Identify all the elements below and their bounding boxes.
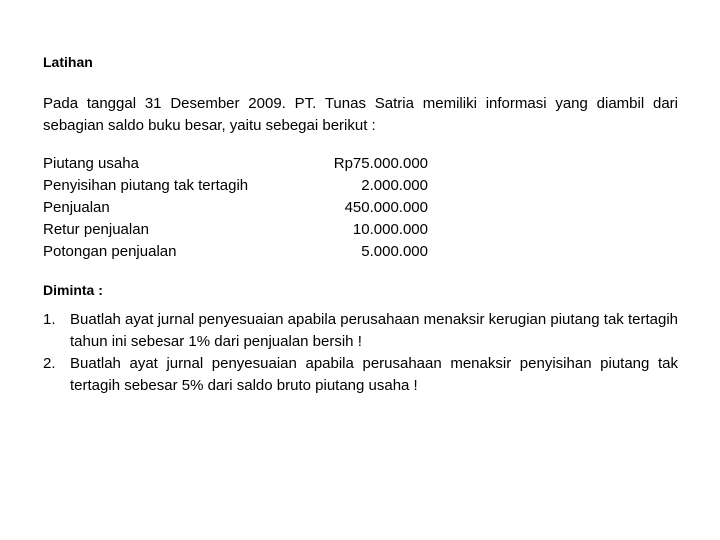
- task-number: 2.: [43, 355, 56, 372]
- balance-value: Rp75.000.000: [333, 155, 428, 172]
- balance-row-penyisihan-piutang: [43, 175, 678, 197]
- intro-paragraph: Pada tanggal 31 Desember 2009. PT. Tunas Satria memiliki informasi yang diambil dari sebagian saldo buku besar, yaitu sebegai berikut :: [43, 95, 678, 134]
- task-list: [43, 309, 678, 397]
- balance-label: Retur penjualan: [43, 221, 149, 238]
- balance-label: Potongan penjualan: [43, 243, 177, 260]
- task-item: [43, 353, 678, 397]
- balance-row-retur-penjualan: [43, 219, 678, 241]
- task-text: Buatlah ayat jurnal penyesuaian apabila perusahaan menaksir kerugian piutang tak tertagih tahun ini sebesar 1% dari penjualan bersih !: [70, 311, 678, 350]
- document-title: Latihan: [43, 54, 93, 70]
- balance-row-penjualan: [43, 197, 678, 219]
- balance-row-potongan-penjualan: [43, 241, 678, 263]
- balance-label: Penjualan: [43, 199, 110, 216]
- ledger-balances: [43, 153, 678, 263]
- balance-row-piutang-usaha: [43, 153, 678, 175]
- balance-value: 10.000.000: [352, 221, 428, 238]
- exercise-document: [43, 52, 678, 397]
- requested-heading: Diminta :: [43, 282, 103, 298]
- task-number: 1.: [43, 311, 56, 328]
- task-text: Buatlah ayat jurnal penyesuaian apabila perusahaan menaksir penyisihan piutang tak tertagih sebesar 5% dari saldo bruto piutang usaha !: [70, 355, 678, 394]
- balance-label: Piutang usaha: [43, 155, 139, 172]
- balance-value: 5.000.000: [361, 243, 428, 260]
- balance-value: 2.000.000: [361, 177, 428, 194]
- task-item: [43, 309, 678, 353]
- balance-label: Penyisihan piutang tak tertagih: [43, 177, 249, 194]
- balance-value: 450.000.000: [344, 199, 428, 216]
